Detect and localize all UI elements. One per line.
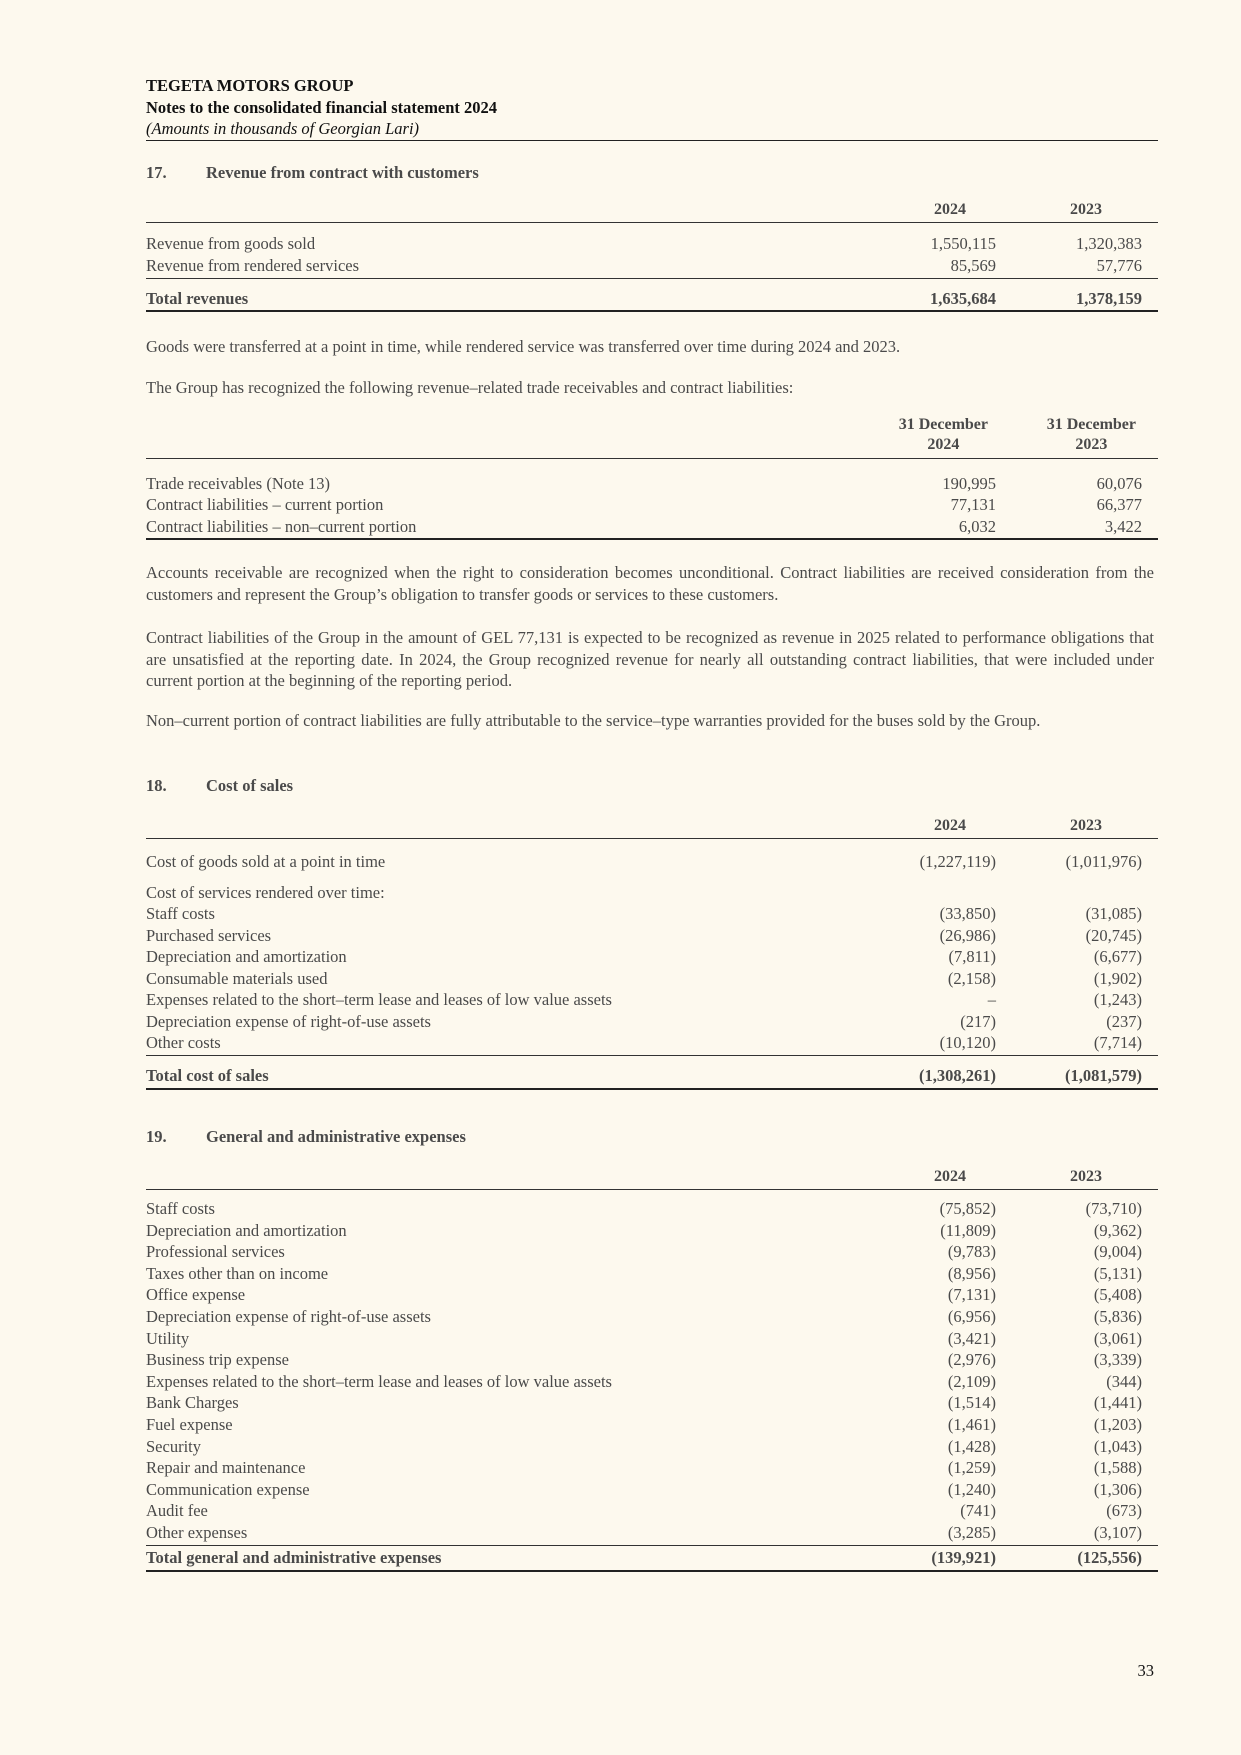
row-label: Depreciation and amortization [146, 1220, 347, 1240]
value-2023: (3,107) [1093, 1523, 1142, 1542]
amounts-note: (Amounts in thousands of Georgian Lari) [146, 119, 420, 138]
table-row [146, 1198, 1158, 1219]
col-31-dec-2023 [1047, 415, 1136, 455]
table-rule [146, 838, 1158, 839]
row-label: Expenses related to the short–term lease and leases of low value assets [146, 990, 612, 1009]
total-row [146, 1065, 1158, 1086]
note-17-heading [146, 163, 479, 183]
header-divider [146, 140, 1158, 141]
value-2024: (6,956) [947, 1307, 996, 1326]
row-label: Bank Charges [146, 1393, 239, 1413]
value-2024: (7,131) [947, 1285, 996, 1305]
table-rule [146, 1570, 1158, 1572]
table-row [146, 1522, 1158, 1543]
row-label: Staff costs [146, 904, 215, 923]
value-2023: (344) [1106, 1371, 1142, 1391]
value-2023: (20,745) [1085, 926, 1142, 945]
row-label: Depreciation and amortization [146, 947, 347, 966]
row-label: Other costs [146, 1033, 221, 1052]
value-2024: (3,421) [947, 1328, 996, 1348]
value-2024: 77,131 [950, 495, 996, 514]
table-row [146, 1500, 1158, 1521]
col-2023: 2023 [1070, 817, 1102, 834]
col-line: 31 December [898, 416, 988, 433]
document-subtitle: Notes to the consolidated financial statement 2024 [146, 98, 498, 117]
col-2024: 2024 [934, 817, 966, 834]
value-2023: (1,306) [1093, 1479, 1142, 1499]
row-label: Cost of services rendered over time: [146, 883, 385, 902]
row-label: Taxes other than on income [146, 1263, 329, 1283]
col-2024: 2024 [934, 1168, 966, 1185]
value-2024: (8,956) [947, 1263, 996, 1283]
note-19-heading [146, 1127, 466, 1147]
row-label: Staff costs [146, 1199, 215, 1218]
table-row [146, 516, 1158, 537]
value-2024: (1,227,119) [919, 852, 996, 871]
value-2024: (2,109) [947, 1371, 996, 1391]
value-2023: (31,085) [1085, 904, 1142, 923]
row-label: Utility [146, 1328, 190, 1348]
row-label: Fuel expense [146, 1415, 233, 1434]
note-number: 18. [146, 776, 167, 795]
table-row [146, 1263, 1158, 1284]
value-2023: (7,714) [1093, 1033, 1142, 1052]
col-line: 2024 [927, 436, 960, 453]
value-2023: (3,339) [1093, 1350, 1142, 1370]
value-2024: (3,285) [947, 1523, 996, 1542]
value-2024: (75,852) [939, 1199, 996, 1218]
table-rule [146, 1055, 1158, 1056]
value-2024: (2,158) [947, 969, 996, 988]
value-2023: (5,408) [1093, 1285, 1142, 1305]
value-2023: (1,588) [1093, 1458, 1142, 1478]
row-label: Trade receivables (Note 13) [146, 474, 331, 493]
table-row [146, 851, 1158, 872]
value-2023: (1,243) [1093, 990, 1142, 1009]
col-2023: 2023 [1070, 201, 1102, 218]
value-2024: 1,635,684 [930, 289, 996, 308]
table-rule [146, 222, 1158, 223]
value-2024: (11,809) [940, 1220, 996, 1240]
row-label: Total general and administrative expenses [146, 1548, 442, 1567]
subheading-row [146, 882, 1158, 903]
value-2024: (1,308,261) [919, 1066, 996, 1085]
table-row [146, 1392, 1158, 1413]
note-title: Cost of sales [206, 776, 294, 795]
row-label: Communication expense [146, 1479, 310, 1499]
row-label: Office expense [146, 1285, 246, 1305]
value-2024: (2,976) [947, 1350, 996, 1370]
note-number: 17. [146, 163, 167, 182]
row-label: Expenses related to the short–term lease and leases of low value assets [146, 1371, 612, 1391]
value-2023: 57,776 [1096, 256, 1142, 275]
table-row [146, 1306, 1158, 1327]
value-2023: (1,203) [1093, 1415, 1142, 1434]
value-2023: (6,677) [1093, 947, 1142, 966]
row-label: Other expenses [146, 1523, 248, 1542]
row-label: Professional services [146, 1242, 285, 1262]
col-2024: 2024 [934, 201, 966, 218]
value-2024: (1,428) [947, 1436, 996, 1456]
total-row [146, 288, 1158, 309]
note-title: Revenue from contract with customers [206, 163, 479, 182]
table-row [146, 968, 1158, 989]
value-2024: (1,259) [947, 1458, 996, 1478]
table-rule [146, 538, 1158, 540]
table-row [146, 1349, 1158, 1370]
table-row [146, 1241, 1158, 1262]
table-row [146, 1479, 1158, 1500]
value-2024: (741) [960, 1501, 996, 1521]
note-title: General and administrative expenses [206, 1127, 466, 1146]
table-row [146, 946, 1158, 967]
row-label: Cost of goods sold at a point in time [146, 852, 386, 871]
value-2023: (3,061) [1093, 1328, 1142, 1348]
col-2023: 2023 [1070, 1168, 1102, 1185]
table-rule [146, 278, 1158, 279]
note-18-heading [146, 776, 293, 796]
row-label: Revenue from goods sold [146, 234, 316, 253]
table-row [146, 233, 1158, 254]
table-row [146, 1011, 1158, 1032]
value-2023: (5,836) [1093, 1307, 1142, 1326]
table-row [146, 925, 1158, 946]
paragraph: Contract liabilities of the Group in the amount of GEL 77,131 is expected to be recognized as revenue in 2025 related to performance obligations that are unsatisfied at the reporting date. In 2024, the Group recognized revenue for nearly all outstanding contract liabilities, that were included under current portion at the beginning of the reporting period. [146, 628, 1154, 690]
value-2023: (237) [1106, 1012, 1142, 1031]
value-2024: (9,783) [947, 1242, 996, 1262]
table-row [146, 1414, 1158, 1435]
table-row [146, 1457, 1158, 1478]
value-2023: (1,441) [1093, 1393, 1142, 1413]
value-2024: 190,995 [942, 474, 996, 493]
value-2023: 1,378,159 [1076, 289, 1142, 308]
table-rule [146, 310, 1158, 312]
col-line: 2023 [1075, 436, 1108, 453]
table-rule [146, 1189, 1158, 1190]
value-2024: 6,032 [958, 517, 996, 536]
table-row [146, 1436, 1158, 1457]
table-row [146, 494, 1158, 515]
table-row [146, 1284, 1158, 1305]
table-rule [146, 1088, 1158, 1090]
value-2024: (217) [960, 1012, 996, 1031]
row-label: Security [146, 1436, 201, 1456]
row-label: Consumable materials used [146, 969, 328, 988]
value-2024: (139,921) [931, 1548, 996, 1567]
company-name: TEGETA MOTORS GROUP [146, 76, 354, 95]
total-row [146, 1547, 1158, 1568]
value-2023: (673) [1106, 1501, 1142, 1521]
value-2023: (1,081,579) [1065, 1066, 1142, 1085]
value-2024: 85,569 [950, 256, 996, 275]
value-2024: (1,461) [947, 1415, 996, 1434]
value-2024: (10,120) [939, 1033, 996, 1052]
table-rule [146, 458, 1158, 459]
value-2023: (9,004) [1093, 1242, 1142, 1262]
value-2023: (125,556) [1077, 1548, 1142, 1567]
col-line: 31 December [1046, 416, 1136, 433]
row-label: Total cost of sales [146, 1066, 269, 1085]
table-row [146, 1220, 1158, 1241]
value-2024: 1,550,115 [930, 234, 996, 253]
table-row [146, 255, 1158, 276]
value-2024: (33,850) [939, 904, 996, 923]
value-2023: (5,131) [1093, 1263, 1142, 1283]
page-number: 33 [1137, 1661, 1154, 1680]
value-2023: (1,011,976) [1065, 852, 1142, 871]
value-2023: (9,362) [1093, 1220, 1142, 1240]
table-row [146, 1032, 1158, 1053]
row-label: Total revenues [146, 289, 249, 308]
row-label: Depreciation expense of right-of-use assets [146, 1012, 431, 1031]
table-row [146, 989, 1158, 1010]
value-2024: – [987, 990, 996, 1009]
table-row [146, 1328, 1158, 1349]
row-label: Depreciation expense of right-of-use assets [146, 1307, 431, 1326]
value-2023: (1,043) [1093, 1436, 1142, 1456]
value-2023: 66,377 [1096, 495, 1142, 514]
table-row [146, 1371, 1158, 1392]
note-number: 19. [146, 1127, 167, 1146]
value-2023: 1,320,383 [1076, 234, 1142, 253]
table-row [146, 473, 1158, 494]
table-rule [146, 1545, 1158, 1546]
row-label: Purchased services [146, 926, 272, 945]
value-2023: 60,076 [1096, 474, 1142, 493]
row-label: Repair and maintenance [146, 1458, 306, 1478]
value-2023: 3,422 [1104, 517, 1142, 536]
row-label: Revenue from rendered services [146, 256, 360, 275]
table-row [146, 903, 1158, 924]
paragraph: Goods were transferred at a point in time, while rendered service was transferred over time during 2024 and 2023. [146, 337, 901, 356]
value-2023: (1,902) [1093, 969, 1142, 988]
row-label: Contract liabilities – non–current portion [146, 517, 417, 536]
value-2024: (26,986) [939, 926, 996, 945]
value-2024: (7,811) [948, 947, 996, 966]
row-label: Business trip expense [146, 1350, 289, 1370]
paragraph: The Group has recognized the following revenue–related trade receivables and contract liabilities: [146, 378, 794, 397]
value-2024: (1,240) [947, 1479, 996, 1499]
row-label: Audit fee [146, 1501, 208, 1521]
value-2023: (73,710) [1085, 1199, 1142, 1218]
paragraph: Non–current portion of contract liabilities are fully attributable to the service–type warranties provided for the buses sold by the Group. [146, 711, 1041, 730]
paragraph: Accounts receivable are recognized when the right to consideration becomes unconditional. Contract liabilities are received consideration from the customers and represent the Group’s obligation to transfer goods or services to these customers. [146, 563, 1154, 604]
row-label: Contract liabilities – current portion [146, 495, 384, 514]
col-31-dec-2024 [899, 415, 988, 455]
value-2024: (1,514) [947, 1393, 996, 1413]
